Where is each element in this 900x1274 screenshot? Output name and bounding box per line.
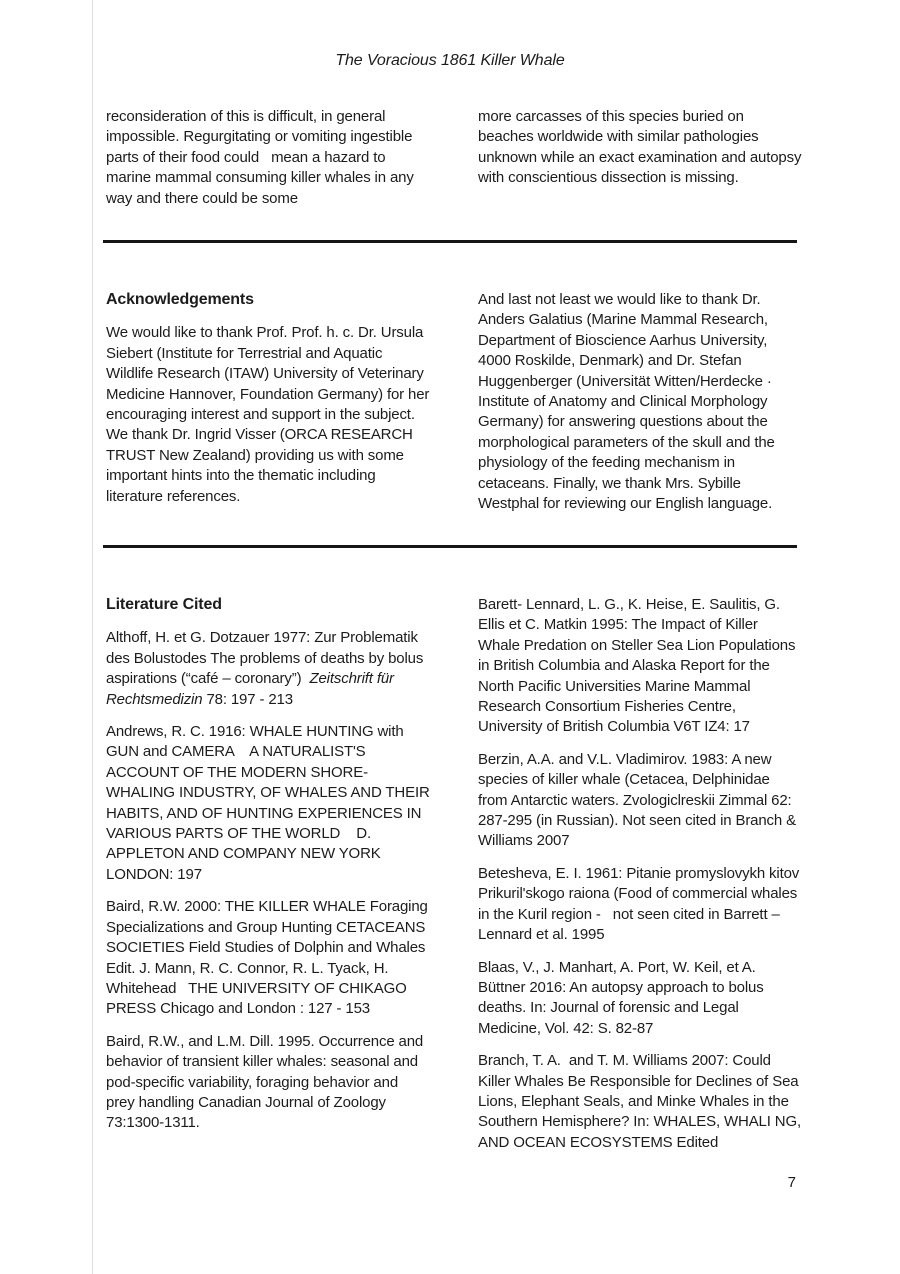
acknowledgements-right-column [478,290,802,526]
literature-left-column [106,595,434,1146]
acknowledgements-right-paragraph: And last not least we would like to thank Dr. Anders Galatius (Marine Mammal Research, Department of Bioscience Aarhus University, 4000 Roskilde, Denmark) and Dr. Stefan Huggenberger (Universität Witten/Herdecke · Institute of Anatomy and Clinical Morphology Germany) for answering questions about the morphological parameters of the skull and the physiology of the feeding mechanism in cetaceans. Finally, we thank Mrs. Sybille Westphal for reviewing our English language. [478,291,779,513]
page-title: The Voracious 1861 Killer Whale [335,52,565,69]
reference-blaas: Blaas, V., J. Manhart, A. Port, W. Keil, et A. Büttner 2016: An autopsy approach to bolus deaths. In: Journal of forensic and Legal Medicine, Vol. 42: S. 82-87 [478,958,768,1037]
reference-baird-2000: Baird, R.W. 2000: THE KILLER WHALE Foraging Specializations and Group Hunting CETACEANS SOCIETIES Field Studies of Dolphin and Whales Edit. J. Mann, R. C. Connor, R. L. Tyack, H. Whitehead THE UNIVERSITY OF CHIKAGO PRESS Chicago and London : 127 - 153 [106,898,432,1018]
reference-text: Althoff, H. et G. Dotzauer 1977: Zur Problematik des Bolustodes The problems of deaths by bolus aspirations (“café – coronary”) [106,629,428,688]
intro-left-column [106,107,430,221]
page-edge-line [92,0,93,1274]
reference-berzin: Berzin, A.A. and V.L. Vladimirov. 1983: A new species of killer whale (Cetacea, Delphinidae from Antarctic waters. Zvologiclreskii Zimmal 62: 287-295 (in Russian). Not seen cited in Branch & Williams 2007 [478,750,801,850]
reference-branch: Branch, T. A. and T. M. Williams 2007: Could Killer Whales Be Responsible for Declines of Sea Lions, Elephant Seals, and Minke Whales in the Southern Hemisphere? In: WHALES, WHALI NG, AND OCEAN ECOSYSTEMS Edited [478,1052,805,1151]
section-divider [103,545,797,548]
intro-left-paragraph: reconsideration of this is difficult, in general impossible. Regurgitating or vomiting ingestible parts of their food could mean a hazard to marine mammal consuming killer whales in any way and there could be some [106,108,418,207]
literature-right-column [478,595,805,1165]
reference-barett-lennard: Barett- Lennard, L. G., K. Heise, E. Saulitis, G. Ellis et C. Matkin 1995: The Impact of Killer Whale Predation on Steller Sea Lion Populations in British Columbia and Alaska Report for the North Pacific Universities Marine Mammal Research Consortium Fisheries Centre, University of British Columbia V6T IZ4: 17 [478,596,800,736]
acknowledgements-heading: Acknowledgements [106,291,254,308]
acknowledgements-left-column [106,290,434,519]
reference-journal-italic: Zeitschrift für Rechtsmedizin [106,670,398,708]
reference-andrews: Andrews, R. C. 1916: WHALE HUNTING with GUN and CAMERA A NATURALIST'S ACCOUNT OF THE MODERN SHORE-WHALING INDUSTRY, OF WHALES AND THEIR HABITS, AND OF HUNTING EXPERIENCES IN VARIOUS PARTS OF THE WORLD D. APPLETON AND COMPANY NEW YORK LONDON: 197 [106,723,434,883]
reference-baird-dill-1995: Baird, R.W., and L.M. Dill. 1995. Occurrence and behavior of transient killer whales: seasonal and pod-specific variability, foraging behavior and prey handling Canadian Journal of Zoology 73:1300-1311. [106,1032,428,1132]
reference-text: 78: 197 - 213 [202,690,293,708]
acknowledgements-left-paragraph: We would like to thank Prof. Prof. h. c. Dr. Ursula Siebert (Institute for Terrestrial and Aquatic Wildlife Research (ITAW) University of Veterinary Medicine Hannover, Foundation Germany) for her encouraging interest and support in the subject. We thank Dr. Ingrid Visser (ORCA RESEARCH TRUST New Zealand) providing us with some important hints into the thematic including literature references. [106,324,434,505]
reference-betesheva: Betesheva, E. I. 1961: Pitanie promyslovykh kitov Prikuril'skogo raiona (Food of commercial whales in the Kuril region - not seen cited in Barrett – Lennard et al. 1995 [478,864,804,944]
page-number: 7 [787,1174,796,1191]
intro-right-paragraph: more carcasses of this species buried on beaches worldwide with similar pathologies unknown while an exact examination and autopsy with conscientious dissection is missing. [478,108,806,187]
intro-right-column [478,107,806,201]
reference-althoff [106,628,430,710]
literature-cited-heading: Literature Cited [106,596,222,613]
section-divider [103,240,797,243]
